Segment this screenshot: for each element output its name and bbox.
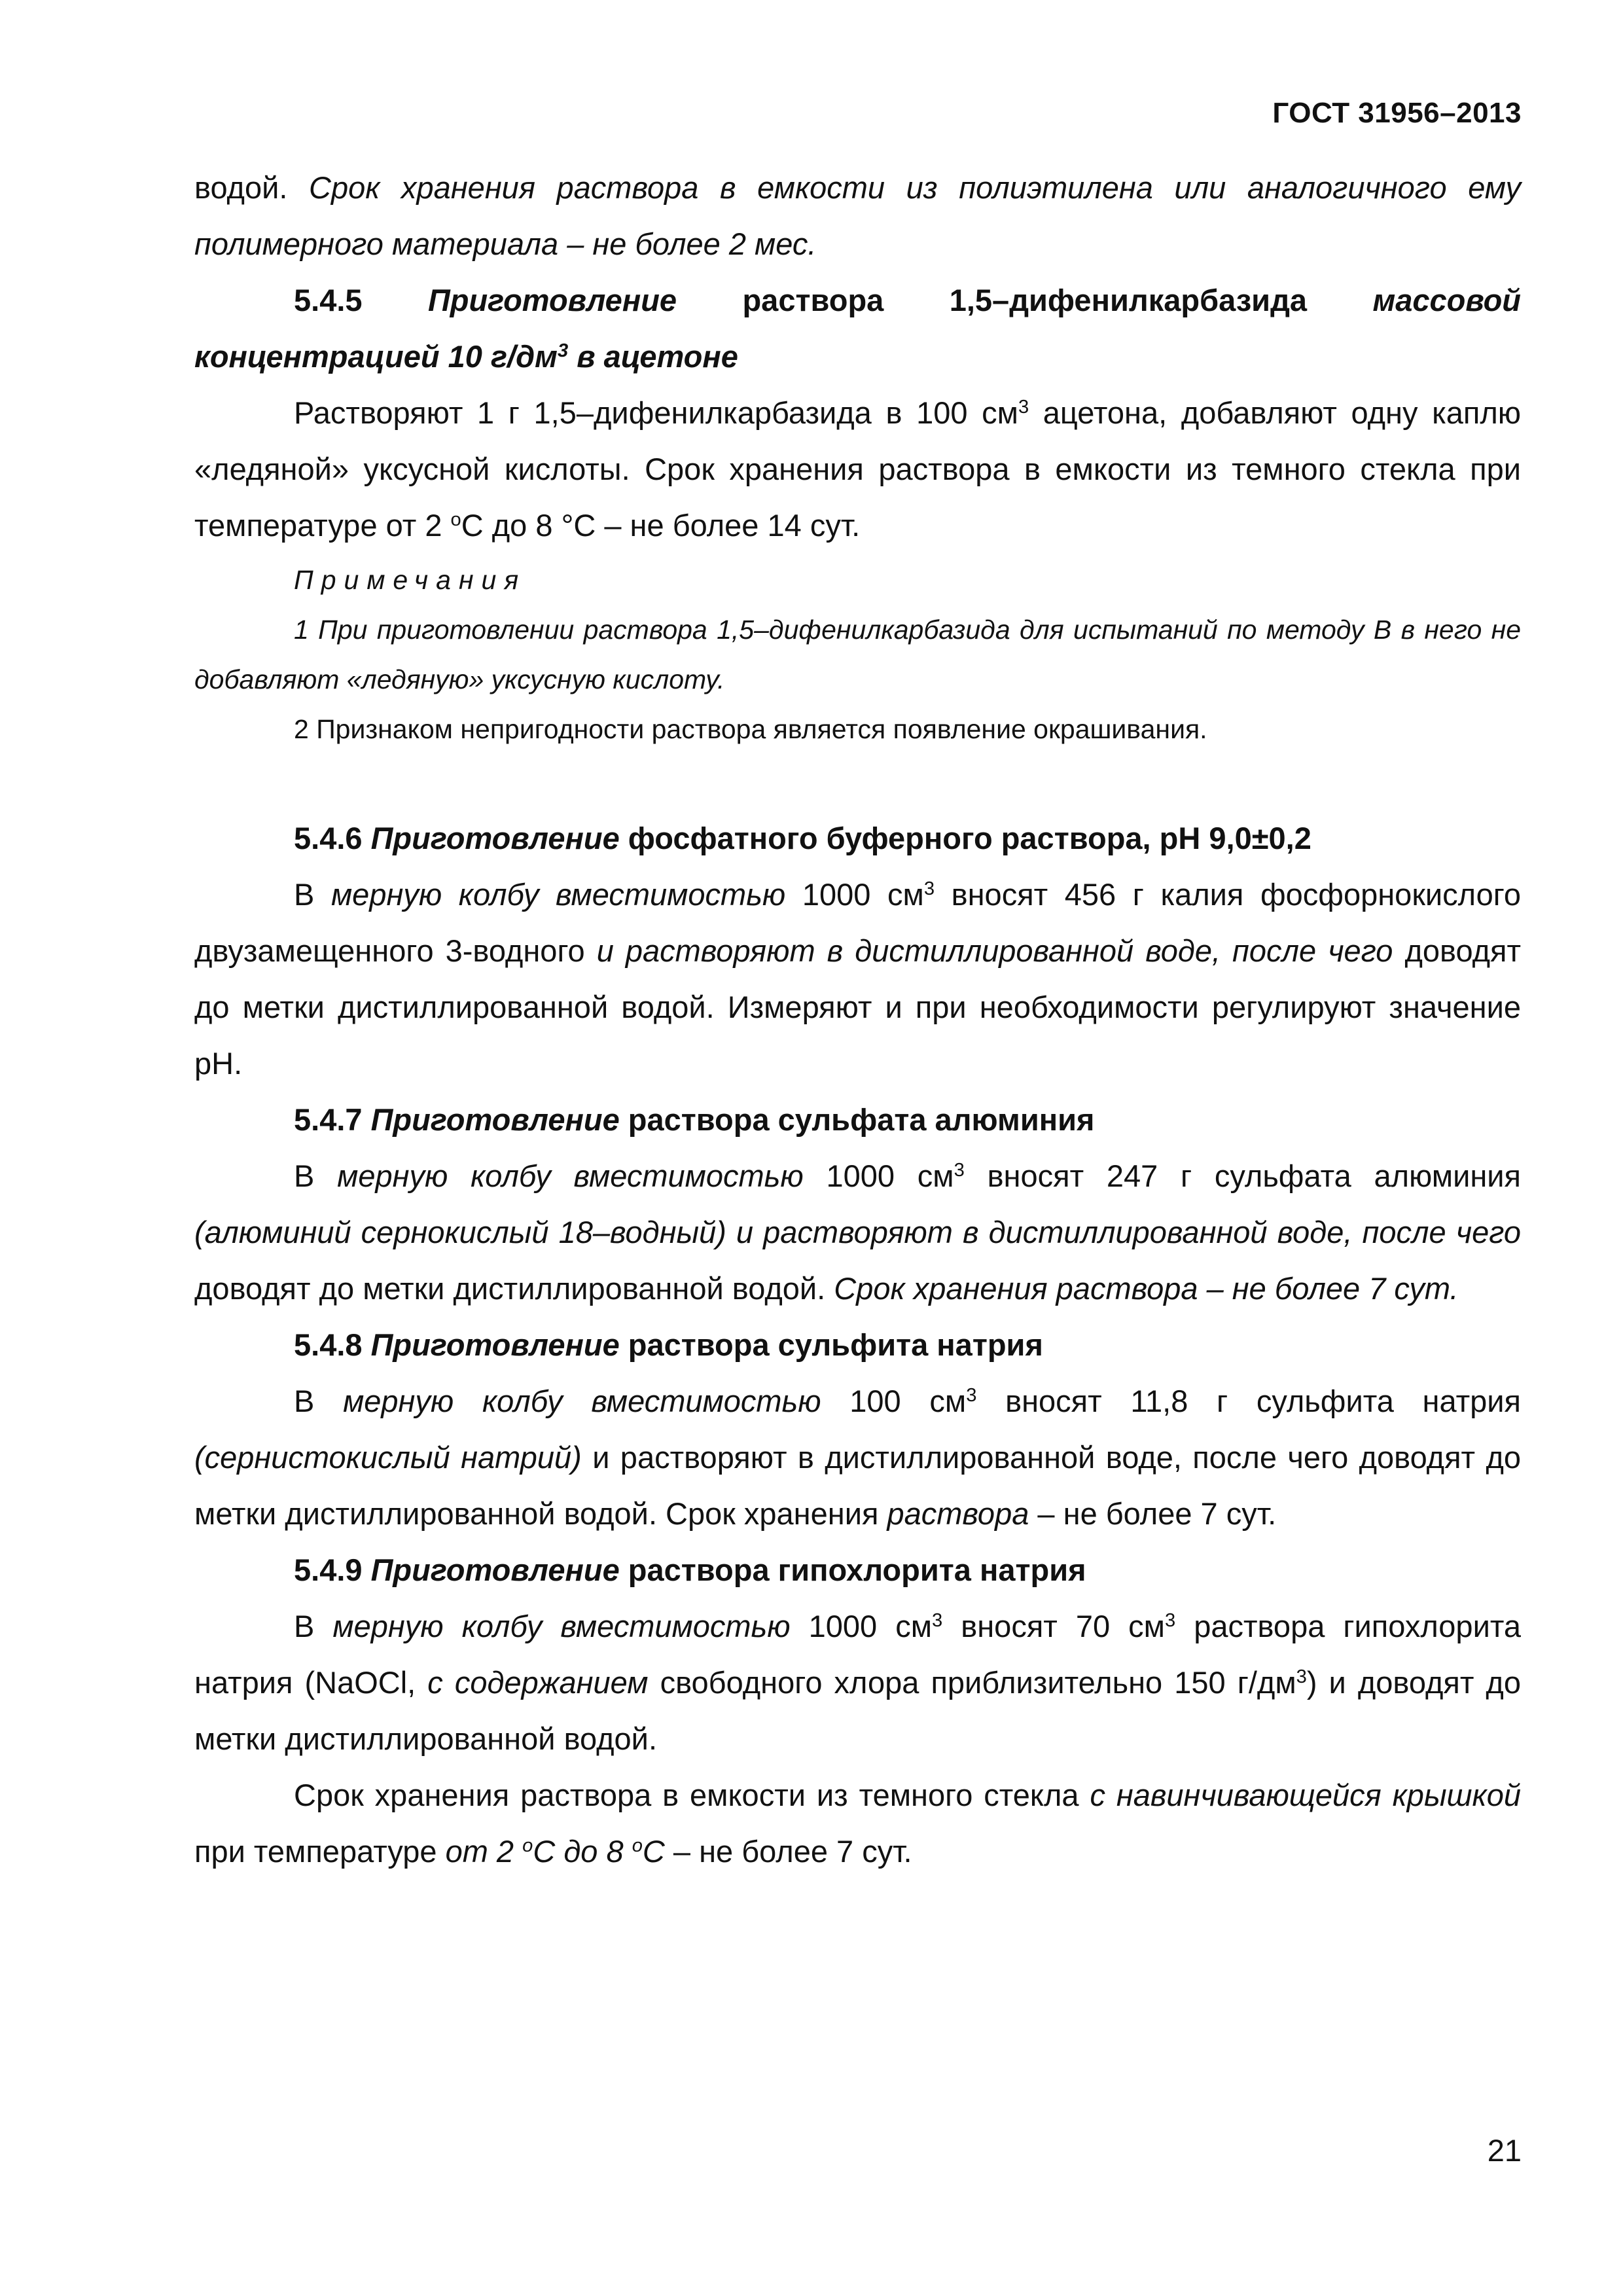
text-span: водой. (194, 170, 310, 205)
text-span: доводят до метки дистиллированной водой. (194, 1271, 834, 1306)
text-span: Растворяют 1 г 1,5–дифенилкарбазида в 100 см (294, 395, 1018, 430)
text-span: ) и доводят до метки дистиллированной водой. (194, 1665, 1521, 1756)
superscript: 3 (954, 1159, 965, 1181)
paragraph-5-4-8 (194, 1373, 1521, 1542)
heading-text: фосфатного буферного раствора, рН 9,0±0,2 (619, 821, 1311, 855)
section-heading-5-4-8 (194, 1317, 1521, 1373)
italic-span: мерную колбу вместимостью (337, 1158, 804, 1193)
heading-italic: в ацетоне (568, 339, 738, 374)
text-span: ацетона, добавляют одну каплю «ледяной» уксусной кислоты. Срок хранения раствора в емкости из темного стекла при температуре от 2 (194, 395, 1521, 543)
degree-superscript: о (450, 509, 461, 530)
text-span: В (294, 1609, 333, 1643)
italic-span: (сернистокислый натрий) (194, 1440, 582, 1475)
heading-italic: Приготовление (370, 1327, 620, 1362)
spacer (194, 754, 1521, 810)
text-span: – не более 7 сут. (1029, 1496, 1277, 1531)
text-span: 1000 см (803, 1158, 954, 1193)
text-span: В (294, 1158, 338, 1193)
italic-span: с содержанием (427, 1665, 649, 1700)
document-body (194, 160, 1521, 1880)
text-span: свободного хлора приблизительно 150 г/дм (648, 1665, 1296, 1700)
section-heading-5-4-7 (194, 1092, 1521, 1148)
section-heading-5-4-5 (194, 272, 1521, 385)
note-2: 2 Признаком непригодности раствора является появление окрашивания. (294, 714, 1207, 744)
italic-span: Срок хранения раствора в емкости из полиэтилена или аналогичного ему полимерного материала – не более 2 мес. (194, 170, 1521, 261)
text-span: В (294, 1384, 344, 1418)
section-heading-5-4-6 (194, 810, 1521, 867)
heading-italic: Приготовление (427, 283, 677, 317)
superscript: 3 (923, 878, 935, 899)
text-span: 1000 см (790, 1609, 933, 1643)
heading-italic: Приготовление (370, 821, 620, 855)
section-number: 5.4.9 (294, 1552, 371, 1587)
document-code-header: ГОСТ 31956–2013 (1272, 97, 1522, 129)
text-span: 1000 см (785, 877, 924, 912)
note-1: 1 При приготовлении раствора 1,5–дифенилкарбазида для испытаний по методу В в него не добавляют «ледяную» уксусную кислоту. (194, 615, 1521, 694)
italic-span: от 2 (445, 1834, 523, 1869)
italic-span: Срок хранения раствора – не более 7 сут. (834, 1271, 1459, 1306)
italic-span: С до 8 (533, 1834, 632, 1869)
paragraph-5-4-9 (194, 1598, 1521, 1767)
italic-span: (алюминий сернокислый 18–водный) и растворяют в дистиллированной воде, после чего (194, 1215, 1521, 1249)
superscript: 3 (932, 1609, 943, 1631)
text-span: – не более 7 сут. (664, 1834, 912, 1869)
paragraph-continuation (194, 160, 1521, 272)
heading-italic: Приготовление (370, 1102, 620, 1137)
page-number: 21 (1487, 2133, 1522, 2168)
section-number: 5.4.7 (294, 1102, 371, 1137)
text-span: и растворяют в дистиллированной воде, после чего доводят до метки дистиллированной водой. Срок хранения (194, 1440, 1522, 1531)
heading-text: раствора сульфата алюминия (619, 1102, 1095, 1137)
text-span: вносят 70 см (942, 1609, 1165, 1643)
superscript: 3 (557, 340, 569, 361)
notes-block (194, 555, 1521, 754)
italic-span: и растворяют в дистиллированной воде, после чего (596, 933, 1393, 968)
italic-span: мерную колбу вместимостью (330, 877, 786, 912)
heading-text: раствора гипохлорита натрия (619, 1552, 1086, 1587)
italic-span: С (642, 1834, 665, 1869)
italic-span: с навинчивающейся крышкой (1090, 1778, 1522, 1812)
heading-text: раствора сульфита натрия (619, 1327, 1043, 1362)
text-span: Срок хранения раствора в емкости из темного стекла (294, 1778, 1090, 1812)
text-span: доводят до метки дистиллированной водой. Измеряют и при необходимости регулируют значение рН. (194, 933, 1521, 1081)
section-number: 5.4.6 (294, 821, 371, 855)
paragraph-5-4-7 (194, 1148, 1521, 1317)
paragraph-5-4-5 (194, 385, 1521, 554)
degree-superscript: о (522, 1835, 533, 1856)
text-span: С до 8 °С – не более 14 сут. (461, 508, 861, 543)
text-span: вносят 456 г калия фосфорнокислого двузамещенного 3-водного (194, 877, 1521, 968)
heading-italic: массовой концентрацией 10 г/дм (194, 283, 1522, 374)
superscript: 3 (1164, 1609, 1176, 1631)
text-span: раствора гипохлорита натрия (NaOCl, (194, 1609, 1521, 1700)
paragraph-5-4-9-storage (194, 1767, 1521, 1880)
section-heading-5-4-9 (194, 1542, 1521, 1598)
text-span: В (294, 877, 331, 912)
text-span: вносят 11,8 г сульфита натрия (976, 1384, 1521, 1418)
degree-superscript: о (632, 1835, 643, 1856)
superscript: 3 (1018, 396, 1029, 418)
section-number: 5.4.8 (294, 1327, 371, 1362)
section-number: 5.4.5 (294, 283, 428, 317)
italic-span: мерную колбу вместимостью (332, 1609, 791, 1643)
text-span: вносят 247 г сульфата алюминия (964, 1158, 1521, 1193)
heading-text: раствора 1,5–дифенилкарбазида (677, 283, 1373, 317)
superscript: 3 (1296, 1666, 1307, 1687)
text-span: при температуре (194, 1834, 446, 1869)
superscript: 3 (966, 1384, 977, 1406)
paragraph-5-4-6 (194, 867, 1521, 1092)
italic-span: раствора (887, 1496, 1029, 1531)
heading-italic: Приготовление (370, 1552, 620, 1587)
text-span: 100 см (821, 1384, 967, 1418)
italic-span: мерную колбу вместимостью (343, 1384, 821, 1418)
notes-title: Примечания (294, 565, 527, 595)
